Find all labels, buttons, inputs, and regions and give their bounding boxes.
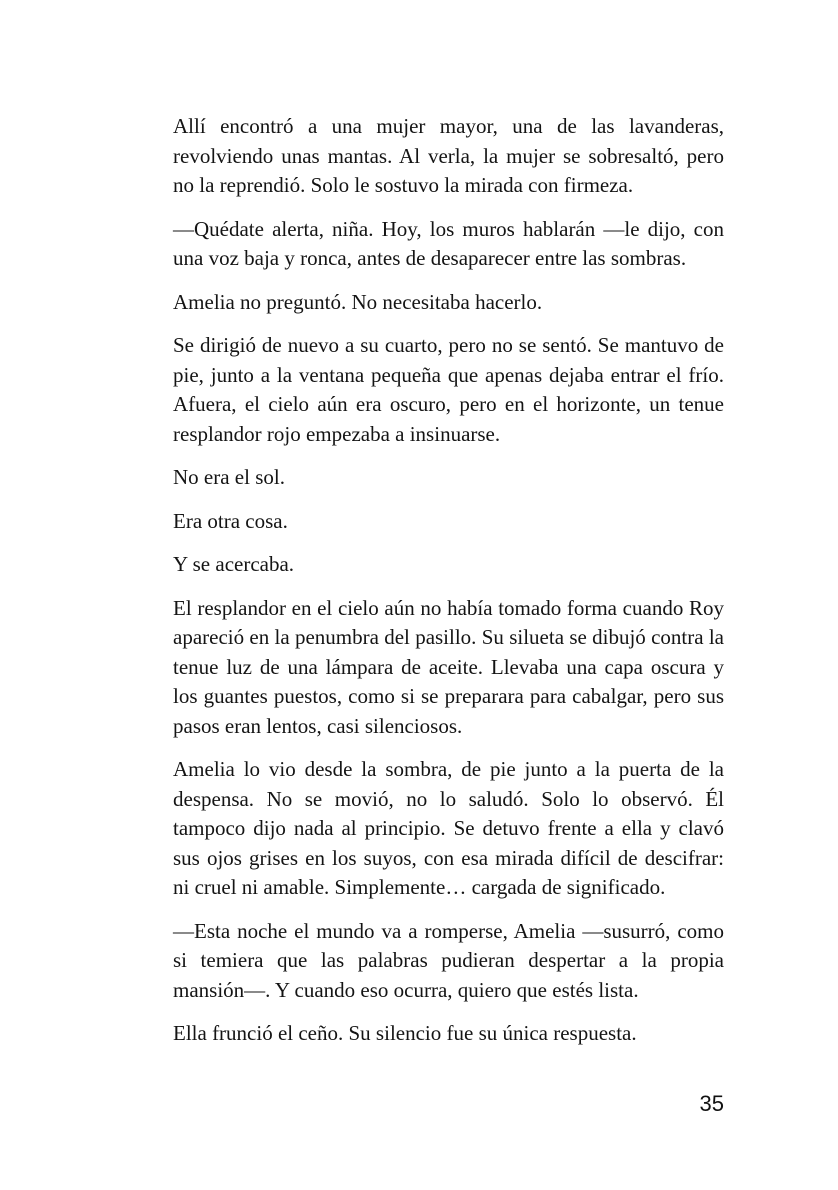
- paragraph-9: Amelia lo vio desde la sombra, de pie junto a la puerta de la despensa. No se movió, no lo saludó. Solo lo observó. Él tampoco dijo nada al principio. Se detuvo frente a ella y clavó sus ojos grises en los suyos, con esa mirada difícil de descifrar: ni cruel ni amable. Simplemente… cargada de significado.: [173, 757, 724, 899]
- body-text: [173, 112, 724, 1063]
- paragraph-3: Amelia no preguntó. No necesitaba hacerlo.: [173, 289, 543, 314]
- paragraph-2: —Quédate alerta, niña. Hoy, los muros hablarán —le dijo, con una voz baja y ronca, antes de desaparecer entre las sombras.: [173, 216, 724, 270]
- paragraph-6: Era otra cosa.: [173, 508, 288, 533]
- paragraph-10: —Esta noche el mundo va a romperse, Amelia —susurró, como si temiera que las palabras pudieran despertar a la propia mansión—. Y cuando eso ocurra, quiero que estés lista.: [173, 918, 724, 1002]
- paragraph-11: Ella frunció el ceño. Su silencio fue su única respuesta.: [173, 1021, 637, 1045]
- page-number: 35: [699, 1091, 724, 1116]
- paragraph-8: El resplandor en el cielo aún no había tomado forma cuando Roy apareció en la penumbra del pasillo. Su silueta se dibujó contra la tenue luz de una lámpara de aceite. Llevaba una capa oscura y los guantes puestos, como si se preparara para cabalgar, pero sus pasos eran lentos, casi silenciosos.: [173, 595, 724, 738]
- paragraph-5: No era el sol.: [173, 465, 285, 489]
- paragraph-7: Y se acercaba.: [173, 552, 295, 576]
- paragraph-4: Se dirigió de nuevo a su cuarto, pero no se sentó. Se mantuvo de pie, junto a la ventana pequeña que apenas dejaba entrar el frío. Afuera, el cielo aún era oscuro, pero en el horizonte, un tenue resplandor rojo empezaba a insinuarse.: [173, 333, 724, 446]
- paragraph-1: Allí encontró a una mujer mayor, una de las lavanderas, revolviendo unas mantas. Al verla, la mujer se sobresaltó, pero no la reprendió. Solo le sostuvo la mirada con firmeza.: [173, 114, 724, 197]
